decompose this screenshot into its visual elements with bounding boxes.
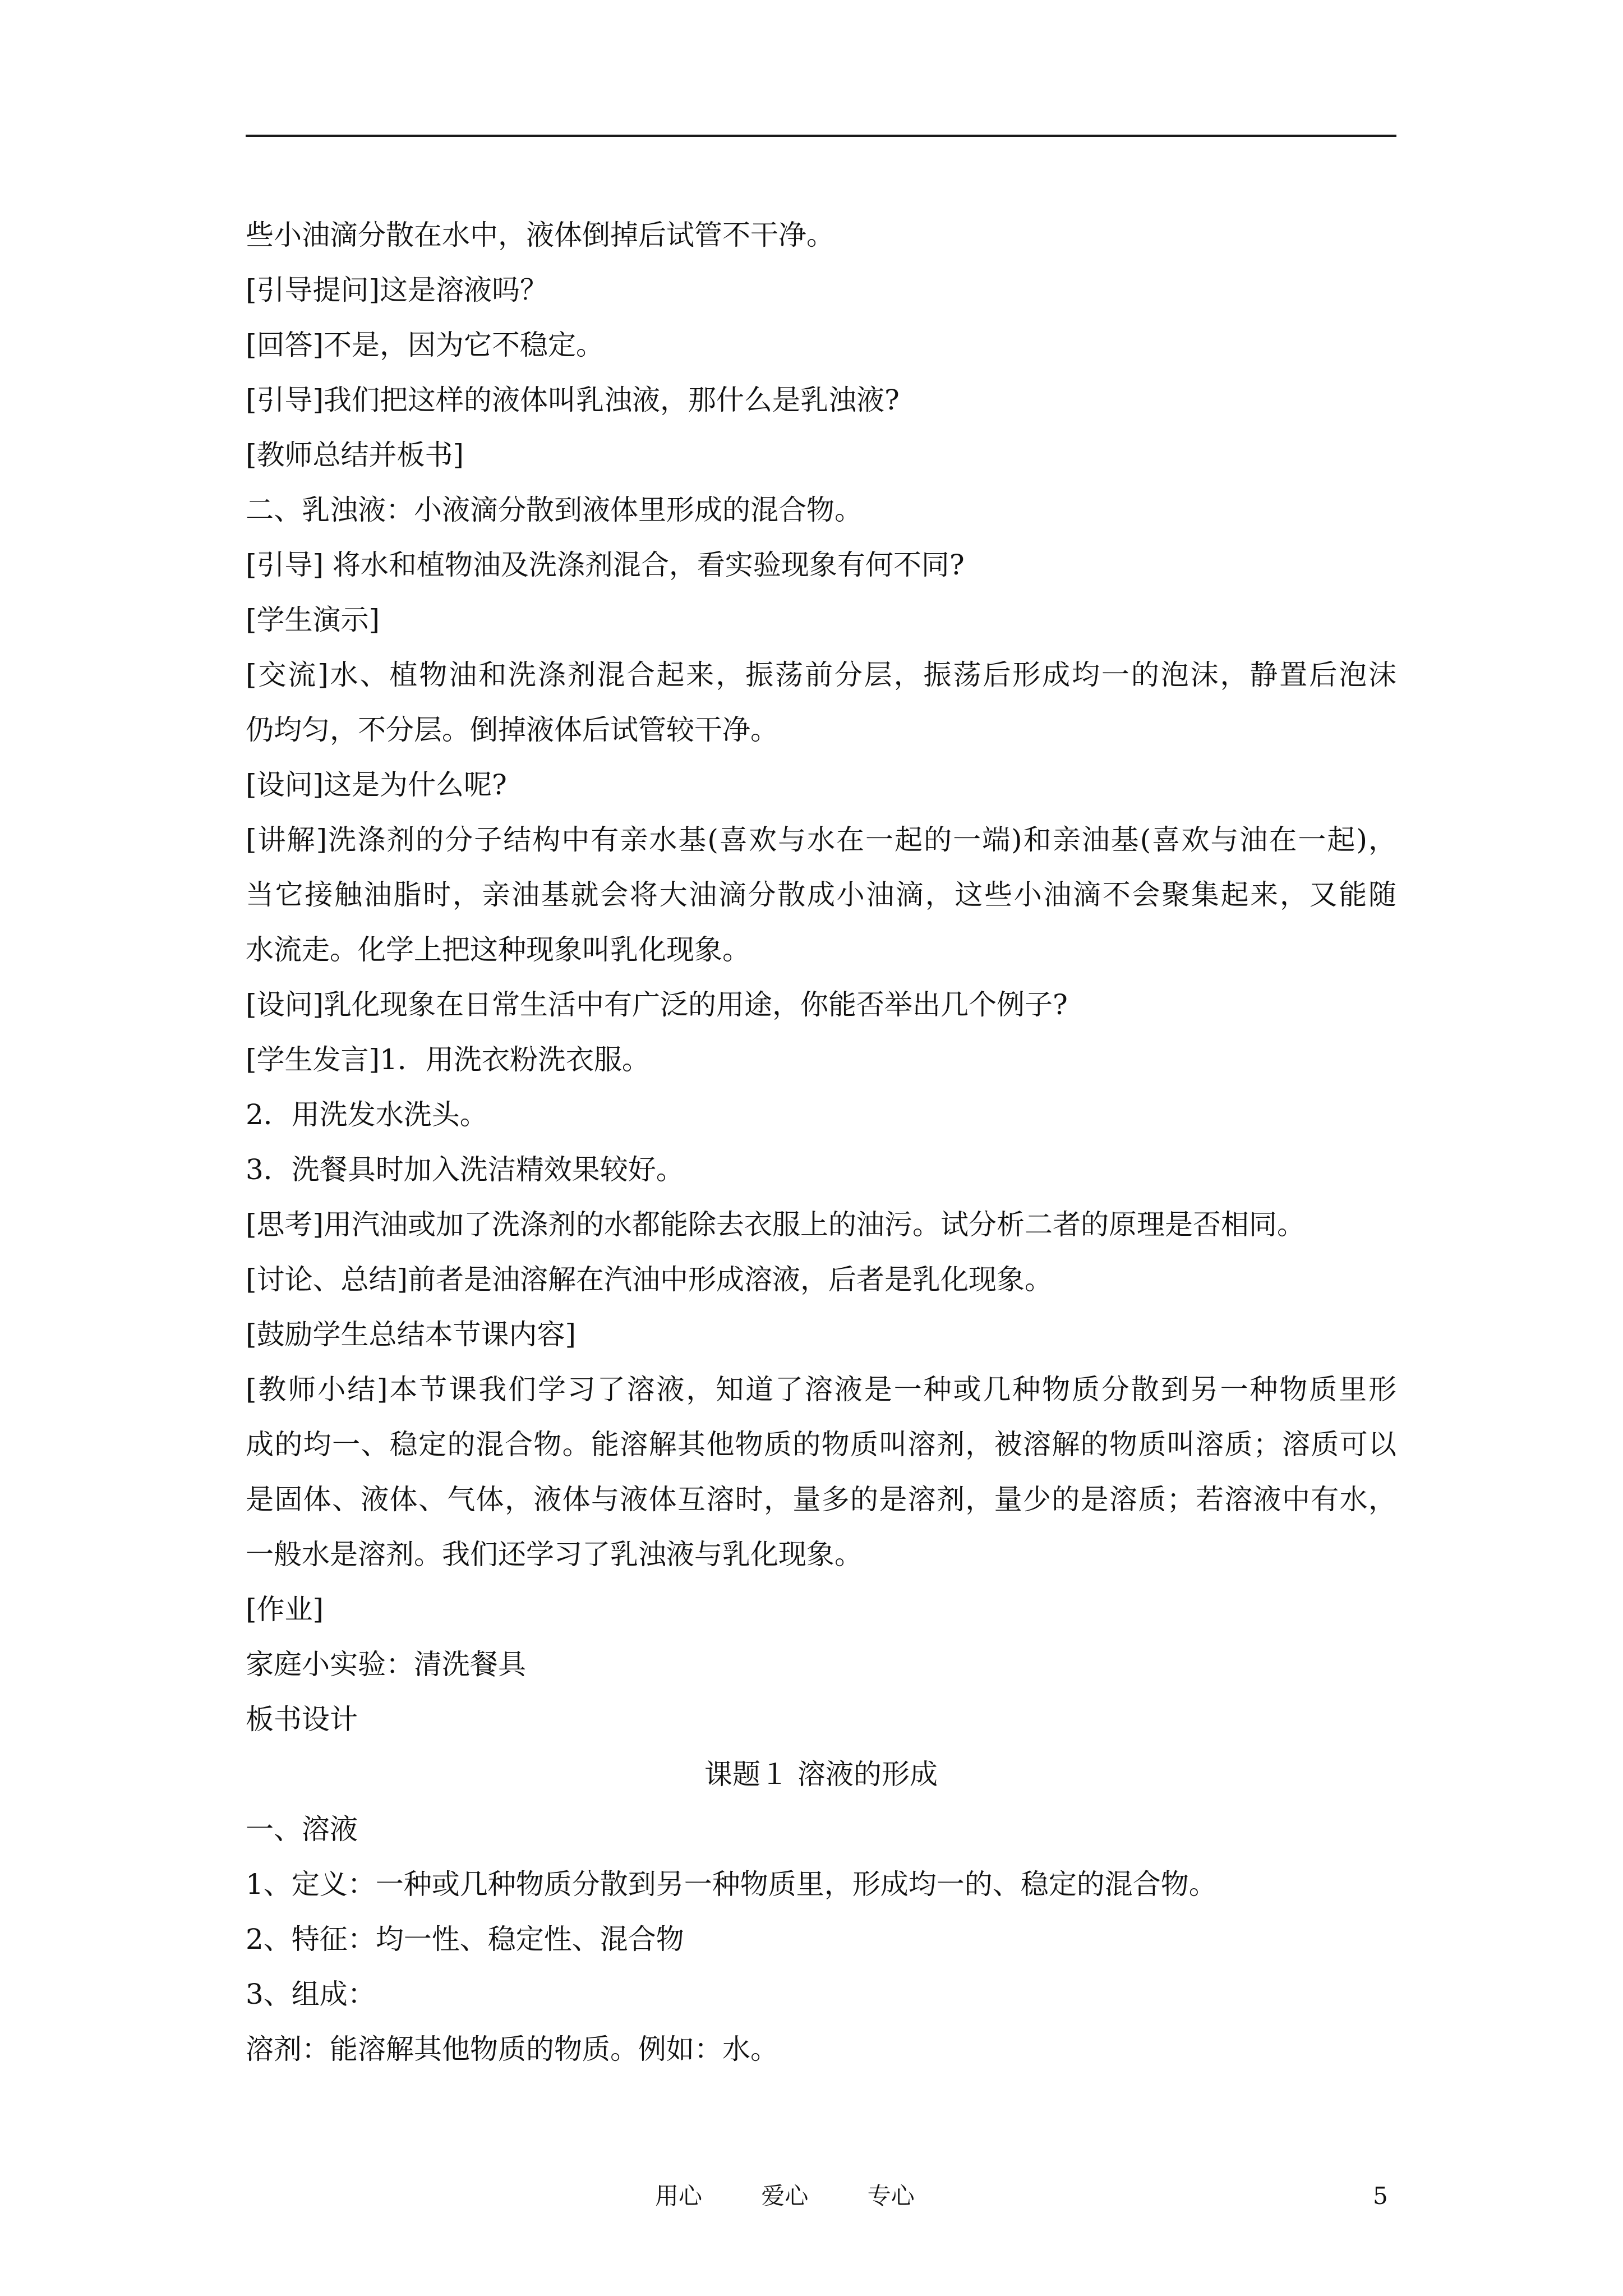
- footer-motto: [655, 2174, 966, 2219]
- text-line: [作业]: [246, 1593, 324, 1626]
- text-line: 当它接触油脂时，亲油基就会将大油滴分散成小油滴，这些小油滴不会聚集起来，又能随: [246, 878, 1396, 911]
- text-line: 家庭小实验：清洗餐具: [246, 1648, 526, 1681]
- footer-motto-item: 爱心: [761, 2182, 809, 2210]
- text-line: [引导提问]这是溶液吗？: [246, 274, 548, 306]
- text-line: [讲解]洗涤剂的分子结构中有亲水基(喜欢与水在一起的一端)和亲油基(喜欢与油在一起)，: [246, 823, 1396, 856]
- text-line: [交流]水、植物油和洗涤剂混合起来，振荡前分层，振荡后形成均一的泡沫，静置后泡沫: [246, 659, 1396, 691]
- text-line: [引导] 将水和植物油及洗涤剂混合，看实验现象有何不同?: [246, 549, 965, 581]
- text-line: [教师小结]本节课我们学习了溶液，知道了溶液是一种或几种物质分散到另一种物质里形: [246, 1373, 1396, 1406]
- text-line: 2、特征：均一性、稳定性、混合物: [246, 1923, 684, 1955]
- text-line: [教师总结并板书]: [246, 439, 464, 471]
- text-line: 成的均一、稳定的混合物。能溶解其他物质的物质叫溶剂，被溶解的物质叫溶质；溶质可以: [246, 1428, 1396, 1461]
- text-line: [回答]不是，因为它不稳定。: [246, 329, 605, 361]
- text-line: 是固体、液体、气体，液体与液体互溶时，量多的是溶剂，量少的是溶质；若溶液中有水，: [246, 1483, 1396, 1516]
- section-title: 课题１ 溶液的形成: [704, 1758, 938, 1791]
- text-line: [设问]乳化现象在日常生活中有广泛的用途，你能否举出几个例子?: [246, 988, 1068, 1021]
- text-line: 二、乳浊液：小液滴分散到液体里形成的混合物。: [246, 494, 863, 526]
- text-line: [学生演示]: [246, 604, 380, 636]
- page-footer: [0, 2174, 1623, 2219]
- text-line: [思考]用汽油或加了洗涤剂的水都能除去衣服上的油污。试分析二者的原理是否相同。: [246, 1208, 1306, 1241]
- text-line: 1、定义：一种或几种物质分散到另一种物质里，形成均一的、稳定的混合物。: [246, 1868, 1217, 1901]
- text-line: [学生发言]1．用洗衣粉洗衣服。: [246, 1043, 650, 1076]
- text-line: 溶剂：能溶解其他物质的物质。例如：水。: [246, 2033, 778, 2065]
- text-line: [设问]这是为什么呢?: [246, 769, 507, 801]
- text-line: 水流走。化学上把这种现象叫乳化现象。: [246, 933, 750, 966]
- text-line: 一般水是溶剂。我们还学习了乳浊液与乳化现象。: [246, 1538, 863, 1571]
- text-line: 3、组成：: [246, 1978, 376, 2010]
- text-line: [鼓励学生总结本节课内容]: [246, 1318, 577, 1351]
- footer-motto-item: 用心: [655, 2182, 703, 2210]
- text-line: 板书设计: [246, 1703, 358, 1736]
- body-text: [246, 208, 1396, 2077]
- text-line: 些小油滴分散在水中，液体倒掉后试管不干净。: [246, 219, 834, 251]
- text-line: [引导]我们把这样的液体叫乳浊液，那什么是乳浊液?: [246, 384, 900, 416]
- text-line: 一、溶液: [246, 1813, 358, 1846]
- text-line: 2．用洗发水洗头。: [246, 1098, 488, 1131]
- footer-motto-item: 专心: [867, 2182, 915, 2210]
- text-line: 仍均匀，不分层。倒掉液体后试管较干净。: [246, 714, 778, 746]
- text-line: 3．洗餐具时加入洗洁精效果较好。: [246, 1153, 684, 1186]
- header-rule: [246, 135, 1396, 137]
- text-line: [讨论、总结]前者是油溶解在汽油中形成溶液，后者是乳化现象。: [246, 1263, 1053, 1296]
- page-number: 5: [1373, 2182, 1388, 2210]
